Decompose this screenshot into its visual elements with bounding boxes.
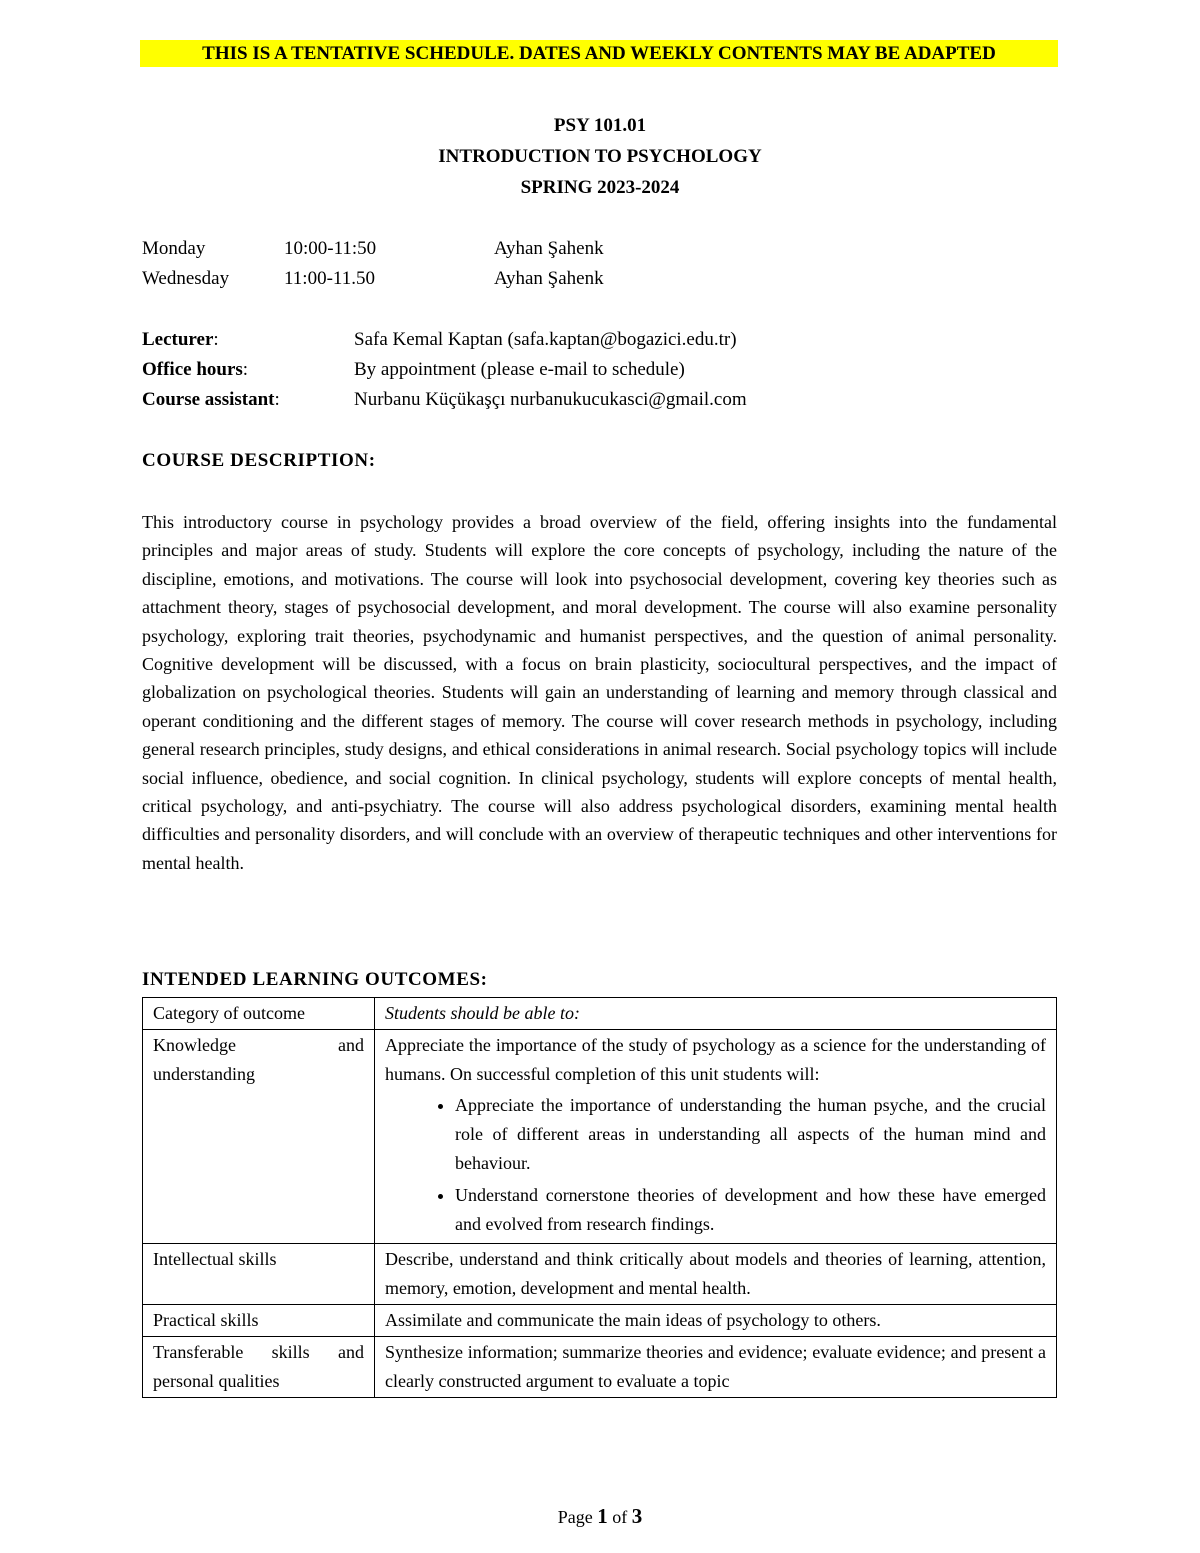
schedule-time: 11:00-11.50 bbox=[284, 268, 375, 289]
table-header-row bbox=[143, 998, 1057, 1030]
course-term: SPRING 2023-2024 bbox=[520, 177, 680, 198]
outcome-description: Describe, understand and think critically about models and theories of learning, attention, memory, emotion, development and mental health. bbox=[375, 1244, 1057, 1305]
outcome-description: Synthesize information; summarize theories and evidence; evaluate evidence; and present a clearly constructed argument to evaluate a topic bbox=[375, 1337, 1057, 1398]
course-name: INTRODUCTION TO PSYCHOLOGY bbox=[438, 146, 762, 167]
outcome-description: Assimilate and communicate the main ideas of psychology to others. bbox=[375, 1305, 1057, 1337]
lecturer-value: Safa Kemal Kaptan (safa.kaptan@bogazici.edu.tr) bbox=[354, 329, 737, 350]
table-row bbox=[143, 1337, 1057, 1398]
course-description-text: This introductory course in psychology provides a broad overview of the field, offering insights into the fundamental principles and major areas of study. Students will explore the core concepts of psychology, including the nature of the discipline, emotions, and motivations. The course will look into psychosocial development, covering key theories such as attachment theory, stages of psychosocial development, and moral development. The course will also examine personality psychology, exploring trait theories, psychodynamic and humanist perspectives, and the question of animal personality. Cognitive development will be discussed, with a focus on brain plasticity, sociocultural perspectives, and the impact of globalization on psychological theories. Students will gain an understanding of learning and memory through classical and operant conditioning and the different stages of memory. The course will cover research methods in psychology, including general research principles, study designs, and ethical considerations in animal research. Social psychology topics will include social influence, obedience, and social cognition. In clinical psychology, students will explore concepts of mental health, critical psychology, and anti-psychiatry. The course will also address psychological disorders, examining mental health difficulties and personality disorders, and will conclude with an overview of therapeutic techniques and other interventions for mental health. bbox=[142, 512, 1057, 873]
page-current: 1 bbox=[597, 1504, 608, 1528]
page-number bbox=[0, 1504, 1200, 1529]
schedule-instructor: Ayhan Şahenk bbox=[494, 238, 604, 259]
schedule-day: Monday bbox=[142, 238, 206, 259]
outcome-category: Transferable skills and personal qualities bbox=[143, 1337, 375, 1398]
outcome-bullet: • Understand cornerstone theories of development and how these have emerged and evolved from research findings. bbox=[455, 1181, 1046, 1239]
learning-outcomes-table bbox=[142, 997, 1057, 1398]
page-total: 3 bbox=[631, 1504, 643, 1528]
schedule-time: 10:00-11:50 bbox=[284, 238, 377, 259]
outcome-description bbox=[375, 1030, 1057, 1244]
table-header-outcome: Students should be able to: bbox=[375, 998, 1057, 1030]
office-hours-label: Office hours: bbox=[142, 359, 249, 380]
learning-outcomes-heading: INTENDED LEARNING OUTCOMES: bbox=[142, 969, 488, 990]
table-row bbox=[143, 1244, 1057, 1305]
lecturer-label: Lecturer: bbox=[142, 329, 219, 350]
outcome-bullet-list bbox=[385, 1091, 1046, 1239]
tentative-banner: THIS IS A TENTATIVE SCHEDULE. DATES AND WEEKLY CONTENTS MAY BE ADAPTED bbox=[140, 40, 1058, 67]
outcome-category: Knowledge and understanding bbox=[143, 1030, 375, 1244]
table-header-category: Category of outcome bbox=[143, 998, 375, 1030]
course-assistant-label: Course assistant: bbox=[142, 389, 280, 410]
course-assistant-value: Nurbanu Küçükaşçı nurbanukucukasci@gmail.com bbox=[354, 389, 747, 410]
schedule-instructor: Ayhan Şahenk bbox=[494, 268, 604, 289]
page-label: Page bbox=[557, 1507, 598, 1527]
table-row bbox=[143, 1030, 1057, 1244]
schedule-day: Wednesday bbox=[142, 268, 230, 289]
outcome-category: Intellectual skills bbox=[143, 1244, 375, 1305]
course-description-heading: COURSE DESCRIPTION: bbox=[142, 450, 376, 471]
page-of-label: of bbox=[607, 1507, 632, 1527]
outcome-category: Practical skills bbox=[143, 1305, 375, 1337]
outcome-bullet: • Appreciate the importance of understanding the human psyche, and the crucial role of different areas in understanding all aspects of the human mind and behaviour. bbox=[455, 1091, 1046, 1178]
office-hours-value: By appointment (please e-mail to schedule) bbox=[354, 359, 685, 380]
table-row bbox=[143, 1305, 1057, 1337]
outcome-intro: Appreciate the importance of the study of psychology as a science for the understanding of humans. On successful completion of this unit students will: bbox=[385, 1035, 1046, 1084]
course-code: PSY 101.01 bbox=[553, 115, 647, 136]
